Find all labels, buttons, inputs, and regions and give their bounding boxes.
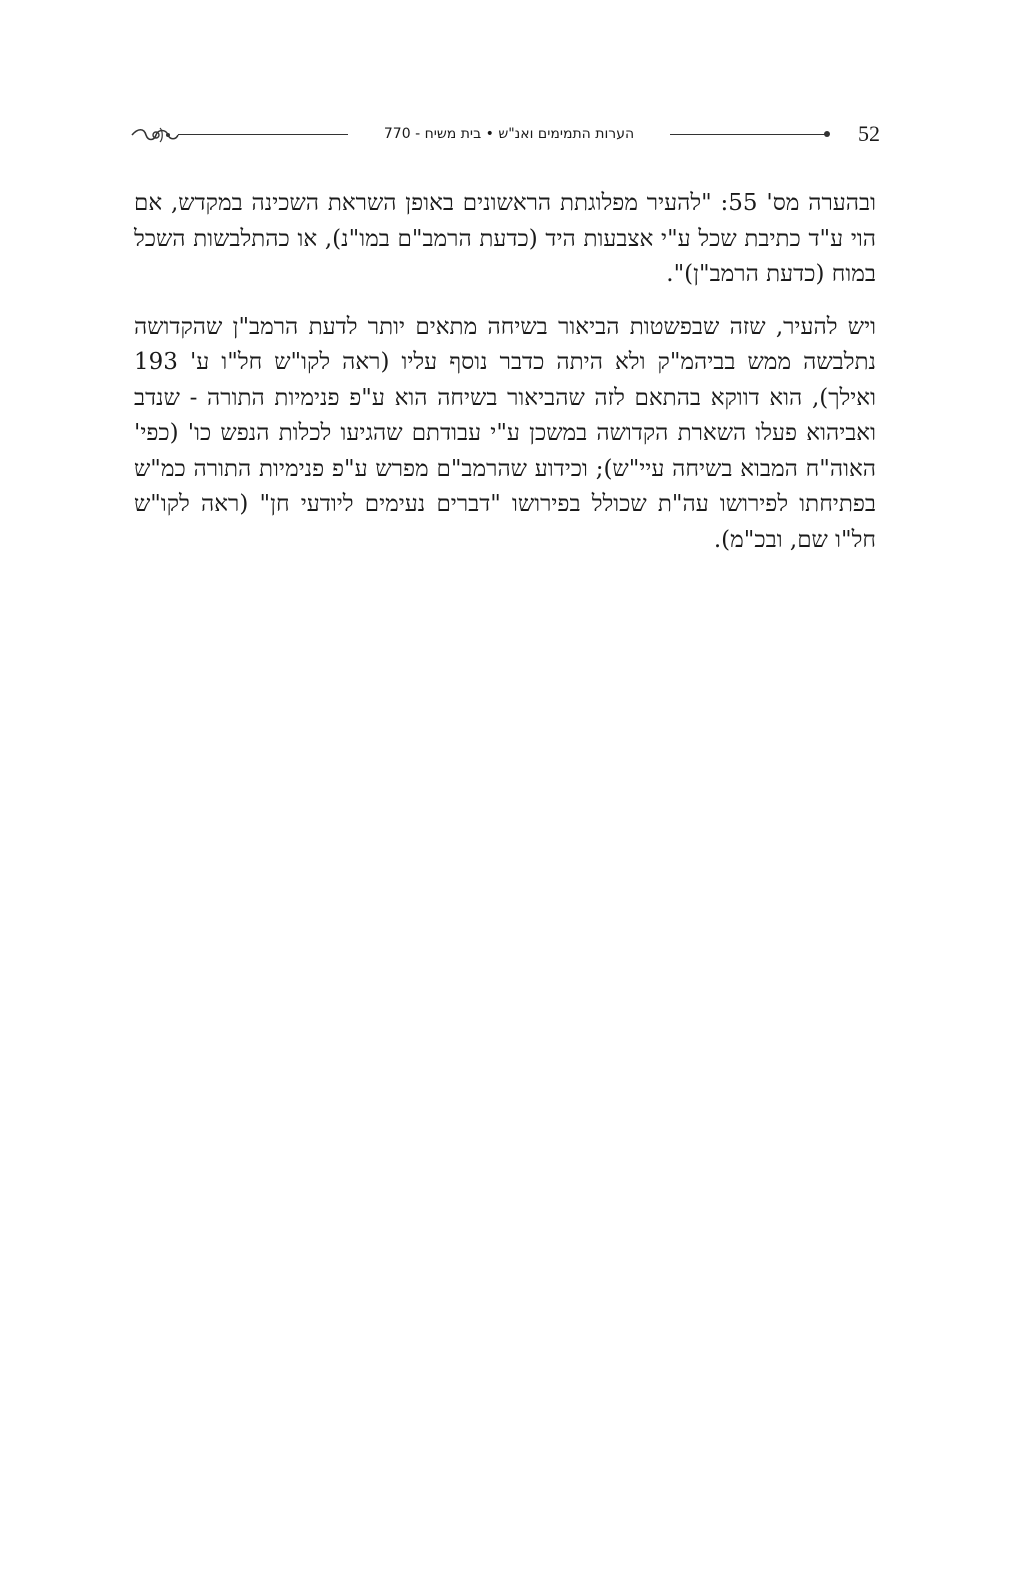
header-rule-left (178, 134, 348, 135)
running-header-title: הערות התמימים ואנ"ש • בית משיח - 770 (383, 126, 635, 142)
paragraph-footnote-quote: ובהערה מס' 55: "להעיר מפלוגתת הראשונים באופן השראת השכינה במקדש, אם הוי ע"ד כתיבת שכל ע"י אצבעות היד (כדעת הרמב"ם במו"נ), או כהתלבשות השכל במוח (כדעת הרמב"ן)". (134, 190, 876, 287)
paragraph-commentary: ויש להעיר, שזה שבפשטות הביאור בשיחה מתאים יותר לדעת הרמב"ן שהקדושה נתלבשה ממש בביהמ"ק ולא היתה כדבר נוסף עליו (ראה לקו"ש חל"ו ע' 193 ואילך), הוא דווקא בהתאם לזה שהביאור בשיחה הוא ע"פ פנימיות התורה - שנדב ואביהוא פעלו השארת הקדושה במשכן ע"י עבודתם שהגיעו לכלות הנפש כו' (כפי' האוה"ח המבוא בשיחה עיי"ש); וכידוע שהרמב"ם מפרש ע"פ פנימיות התורה כמ"ש בפתיחתו לפירושו עה"ת שכולל בפירושו "דברים נעימים ליודעי חן" (ראה לקו"ש חל"ו שם, ובכ"מ). (134, 313, 876, 553)
header-rule-right (670, 134, 828, 135)
ornament-icon (130, 124, 180, 146)
body-text (134, 186, 876, 575)
header-rule-dot (824, 131, 830, 137)
page-number: 52 (858, 121, 880, 146)
running-header (130, 118, 880, 150)
